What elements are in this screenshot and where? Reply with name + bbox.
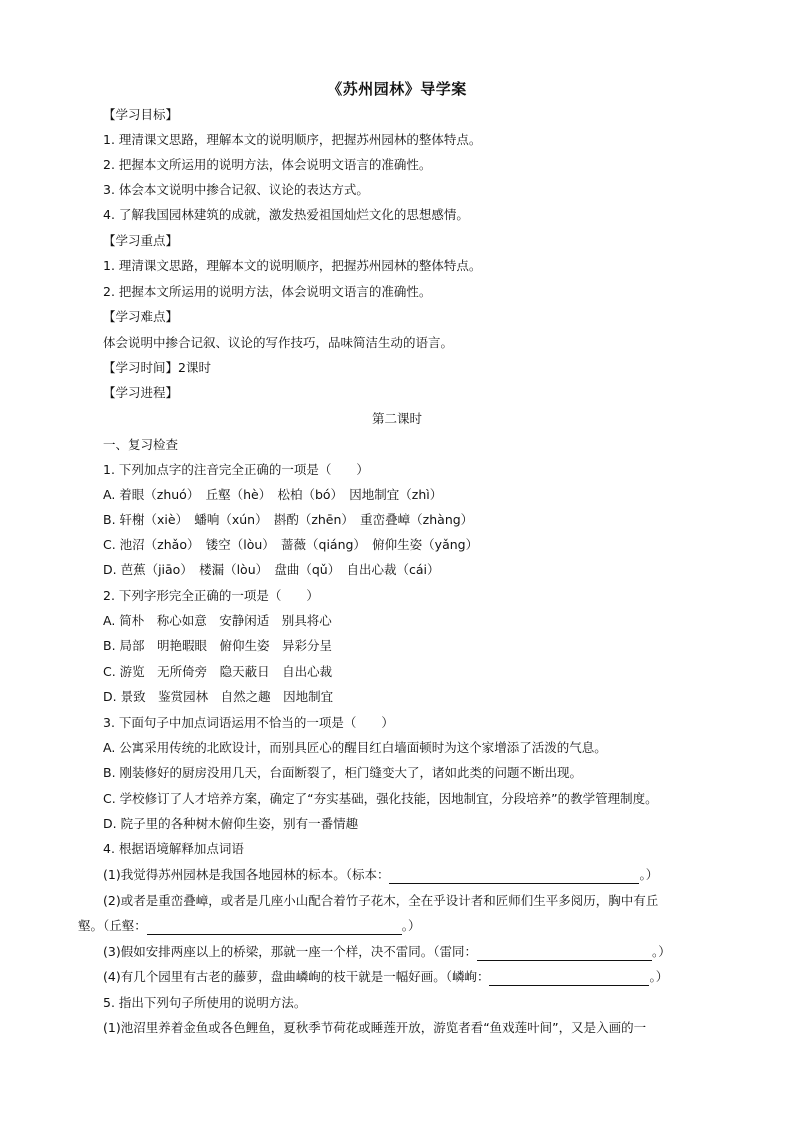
focus-2: 2. 把握本文所运用的说明方法，体会说明文语言的准确性。 — [103, 284, 432, 299]
question-4-item-2-cont-text: 壑。（丘壑： — [78, 918, 147, 933]
part-heading-review: 一、复习检查 — [103, 437, 179, 452]
question-5: 5. 指出下列句子所使用的说明方法。 — [103, 995, 307, 1010]
answer-blank-2[interactable] — [147, 922, 402, 935]
section-heading-objectives: 【学习目标】 — [103, 107, 179, 122]
question-4: 4. 根据语境解释加点词语 — [103, 841, 244, 856]
section-heading-process: 【学习进程】 — [103, 385, 179, 400]
study-time: 【学习时间】2课时 — [103, 360, 211, 375]
focus-1: 1. 理清课文思路，理解本文的说明顺序，把握苏州园林的整体特点。 — [103, 258, 482, 273]
answer-blank-4[interactable] — [489, 973, 649, 986]
lesson-heading: 第二课时 — [371, 411, 422, 426]
close-paren: 。） — [651, 944, 671, 959]
question-4-item-2: (2)或者是重峦叠嶂，或者是几座小山配合着竹子花木，全在乎设计者和匠师们生平多阅历，胸中有丘 — [103, 893, 659, 908]
close-paren: 。） — [639, 867, 659, 882]
answer-blank-3[interactable] — [477, 948, 652, 961]
question-2-option-d: D. 景致 鉴赏园林 自然之趣 因地制宜 — [103, 689, 334, 704]
section-heading-difficulty: 【学习难点】 — [103, 309, 179, 324]
question-3-option-b: B. 刚装修好的厨房没用几天，台面断裂了，柜门缝变大了，诸如此类的问题不断出现。 — [103, 765, 583, 780]
question-2: 2. 下列字形完全正确的一项是（ ） — [103, 588, 319, 603]
answer-blank-1[interactable] — [389, 871, 639, 884]
question-4-item-4-text: (4)有几个园里有古老的藤萝，盘曲嶙峋的枝干就是一幅好画。（嶙峋： — [103, 969, 490, 984]
question-4-item-4 — [103, 968, 668, 986]
difficulty-1: 体会说明中掺合记叙、议论的写作技巧，品味简洁生动的语言。 — [103, 335, 454, 350]
section-heading-focus: 【学习重点】 — [103, 233, 179, 248]
objective-1: 1. 理清课文思路，理解本文的说明顺序，把握苏州园林的整体特点。 — [103, 132, 482, 147]
question-1-option-c: C. 池沼（zhǎo） 镂空（lòu） 蔷薇（qiáng） 俯仰生姿（yǎng） — [103, 537, 479, 552]
objective-2: 2. 把握本文所运用的说明方法，体会说明文语言的准确性。 — [103, 157, 432, 172]
close-paren: 。） — [649, 969, 669, 984]
close-paren: 。） — [401, 918, 421, 933]
question-3-option-c: C. 学校修订了人才培养方案，确定了“夯实基础，强化技能，因地制宜，分段培养”的教学管理制度。 — [103, 791, 658, 806]
question-3: 3. 下面句子中加点词语运用不恰当的一项是（ ） — [103, 715, 394, 730]
question-2-option-b: B. 局部 明艳暇眼 俯仰生姿 异彩分呈 — [103, 638, 333, 653]
question-2-option-a: A. 简朴 称心如意 安静闲适 别具将心 — [103, 613, 332, 628]
question-1: 1. 下列加点字的注音完全正确的一项是（ ） — [103, 462, 369, 477]
question-4-item-2-cont — [78, 917, 421, 935]
question-3-option-d: D. 院子里的各种树木俯仰生姿，别有一番情趣 — [103, 816, 359, 831]
page-title: 《苏州园林》导学案 — [327, 80, 467, 98]
question-1-option-d: D. 芭蕉（jiāo） 楼漏（lòu） 盘曲（qǔ） 自出心裁（cái） — [103, 562, 440, 577]
question-4-item-3 — [103, 943, 671, 961]
question-4-item-1-text: (1)我觉得苏州园林是我国各地园林的标本。（标本： — [103, 867, 390, 882]
question-4-item-3-text: (3)假如安排两座以上的桥梁，那就一座一个样，决不雷同。（雷同： — [103, 944, 477, 959]
objective-3: 3. 体会本文说明中掺合记叙、议论的表达方式。 — [103, 182, 369, 197]
objective-4: 4. 了解我国园林建筑的成就，激发热爱祖国灿烂文化的思想感情。 — [103, 207, 469, 222]
question-5-item-1: (1)池沼里养着金鱼或各色鲤鱼，夏秋季节荷花或睡莲开放，游览者看“鱼戏莲叶间”，又是入画的一 — [103, 1020, 647, 1035]
question-2-option-c: C. 游览 无所倚旁 隐天蔽日 自出心裁 — [103, 664, 333, 679]
question-1-option-b: B. 轩榭（xiè） 蟠响（xún） 斟酌（zhēn） 重峦叠嶂（zhàng） — [103, 512, 474, 527]
question-3-option-a: A. 公寓采用传统的北欧设计，而别具匠心的醒目红白墙面顿时为这个家增添了活泼的气息。 — [103, 740, 607, 755]
question-4-item-1 — [103, 866, 658, 884]
question-1-option-a: A. 着眼（zhuó） 丘壑（hè） 松柏（bó） 因地制宜（zhì） — [103, 487, 443, 502]
